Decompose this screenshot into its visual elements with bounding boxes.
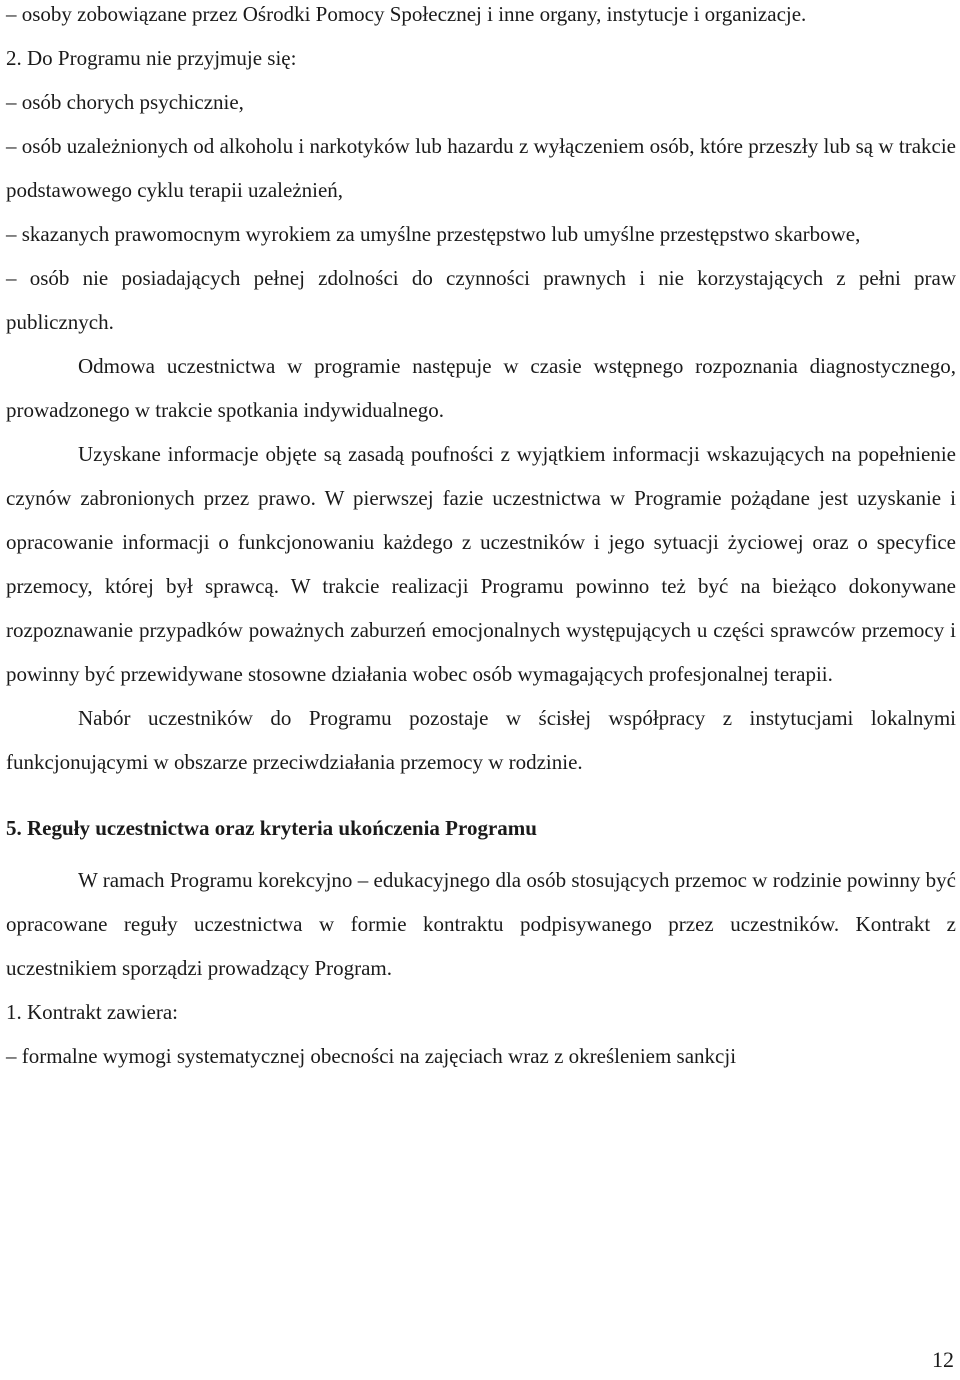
contract-item-attendance: – formalne wymogi systematycznej obecności na zajęciach wraz z określeniem sankcji: [6, 1044, 737, 1068]
paragraph-confidentiality: Uzyskane informacje objęte są zasadą poufności z wyjątkiem informacji wskazujących na popełnienie czynów zabronionych przez prawo. W pierwszej fazie uczestnictwa w Programie pożądane jest uzyskanie i opracowanie informacji o funkcjonowaniu każdego z uczestników i jego sytuacji życiowej oraz o specyfice przemocy, której był sprawcą. W trakcie realizacji Programu powinno też być na bieżąco dokonywane rozpoznawanie przypadków poważnych zaburzeń emocjonalnych występujących u części sprawców przemocy i powinny być przewidywane stosowne działania wobec osób wymagających profesjonalnej terapii.: [6, 442, 956, 686]
document-page: [6, 0, 956, 1078]
exclusion-intro: 2. Do Programu nie przyjmuje się:: [6, 46, 297, 70]
contract-intro: 1. Kontrakt zawiera:: [6, 1000, 179, 1024]
paragraph-recruitment: Nabór uczestników do Programu pozostaje w ścisłej współpracy z instytucjami lokalnymi funkcjonującymi w obszarze przeciwdziałania przemocy w rodzinie.: [6, 706, 956, 774]
paragraph-refusal: Odmowa uczestnictwa w programie następuje w czasie wstępnego rozpoznania diagnostycznego, prowadzonego w trakcie spotkania indywidualnego.: [6, 354, 956, 422]
exclusion-item-addicted: – osób uzależnionych od alkoholu i narkotyków lub hazardu z wyłączeniem osób, które przeszły lub są w trakcie podstawowego cyklu terapii uzależnień,: [6, 134, 956, 202]
exclusion-item-mentally-ill: – osób chorych psychicznie,: [6, 90, 244, 114]
section-heading: 5. Reguły uczestnictwa oraz kryteria ukończenia Programu: [6, 816, 537, 840]
exclusion-item-convicted: – skazanych prawomocnym wyrokiem za umyślne przestępstwo lub umyślne przestępstwo skarbowe,: [6, 222, 861, 246]
exclusion-item-no-legal-capacity: – osób nie posiadających pełnej zdolności do czynności prawnych i nie korzystających z pełni praw publicznych.: [6, 266, 956, 334]
page-number: 12: [932, 1347, 954, 1372]
list-item-institutions: – osoby zobowiązane przez Ośrodki Pomocy Społecznej i inne organy, instytucje i organizacje.: [6, 2, 807, 26]
paragraph-rules: W ramach Programu korekcyjno – edukacyjnego dla osób stosujących przemoc w rodzinie powinny być opracowane reguły uczestnictwa w formie kontraktu podpisywanego przez uczestników. Kontrakt z uczestnikiem sporządzi prowadzący Program.: [6, 868, 956, 980]
